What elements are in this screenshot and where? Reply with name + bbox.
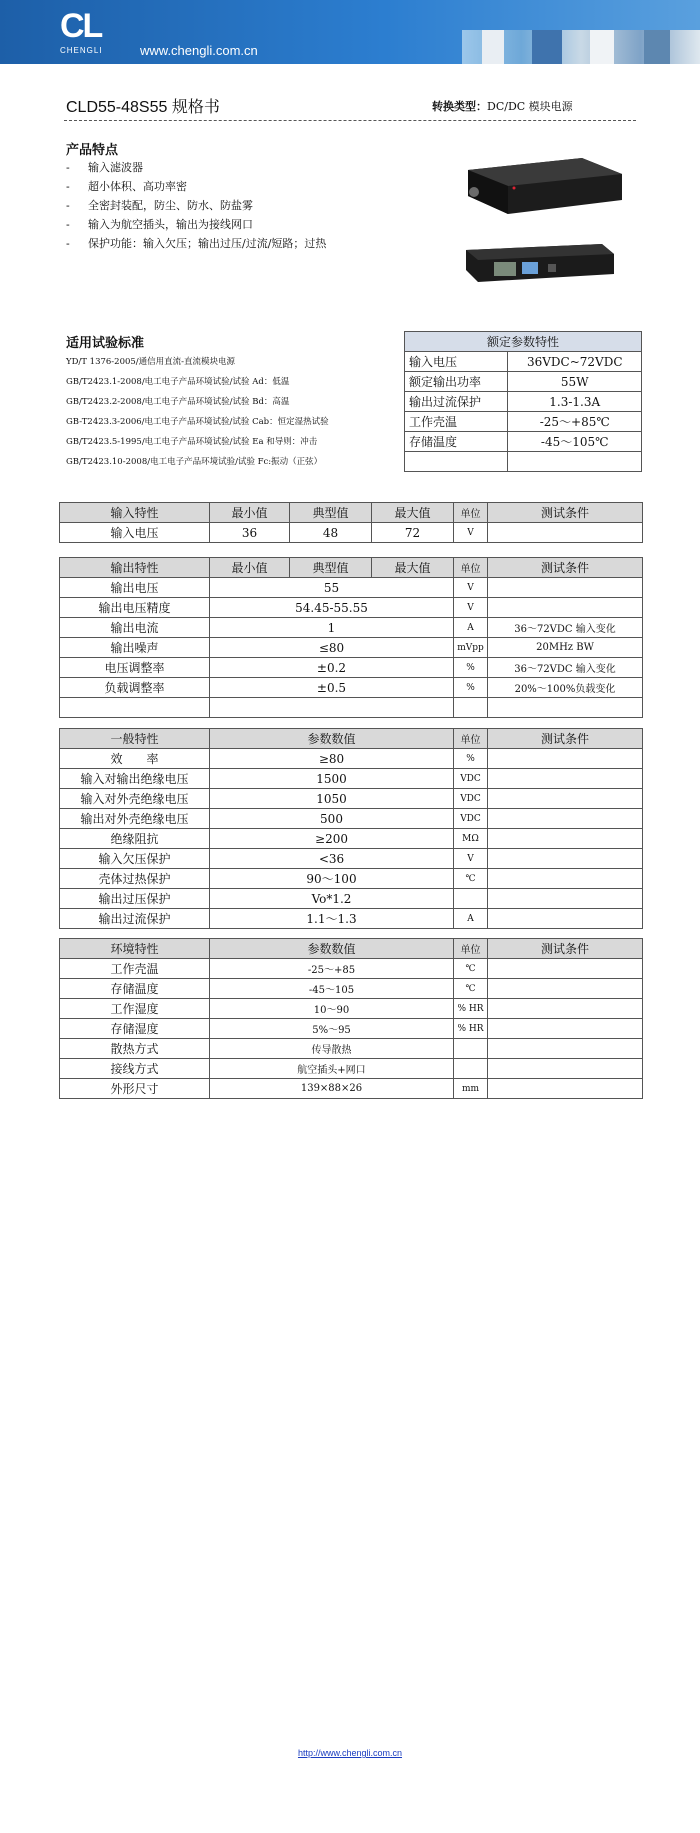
test-condition bbox=[488, 598, 643, 618]
unit bbox=[454, 698, 488, 718]
conversion-type-value: DC/DC 模块电源 bbox=[487, 100, 573, 113]
column-header: 参数数值 bbox=[210, 939, 454, 959]
standard-item: YD/T 1376-2005/通信用直流-直流模块电源 bbox=[66, 357, 236, 367]
unit: V bbox=[454, 849, 488, 869]
table-row bbox=[60, 578, 643, 598]
table-row bbox=[60, 909, 643, 929]
table-row bbox=[405, 392, 642, 412]
param-value bbox=[508, 452, 642, 472]
table-row bbox=[60, 1039, 643, 1059]
table-row bbox=[405, 452, 642, 472]
param-value: 55 bbox=[210, 578, 454, 598]
unit: ℃ bbox=[454, 979, 488, 999]
param-value: ≤80 bbox=[210, 638, 454, 658]
environment-specs-table bbox=[59, 938, 643, 1099]
column-header: 单位 bbox=[454, 939, 488, 959]
param-name: 壳体过热保护 bbox=[60, 869, 210, 889]
unit: % bbox=[454, 749, 488, 769]
column-header: 测试条件 bbox=[488, 503, 643, 523]
param-value: 1.3-1.3A bbox=[508, 392, 642, 412]
column-header: 最大值 bbox=[372, 503, 454, 523]
column-header: 典型值 bbox=[290, 503, 372, 523]
param-value: 55W bbox=[508, 372, 642, 392]
table-row bbox=[60, 1059, 643, 1079]
param-name: 存储湿度 bbox=[60, 1019, 210, 1039]
unit: % HR bbox=[454, 999, 488, 1019]
table-row bbox=[60, 618, 643, 638]
param-name: 输入电压 bbox=[405, 352, 508, 372]
unit: A bbox=[454, 909, 488, 929]
product-photo bbox=[452, 148, 628, 288]
param-value: <36 bbox=[210, 849, 454, 869]
table-row bbox=[60, 769, 643, 789]
param-value: Vo*1.2 bbox=[210, 889, 454, 909]
table-row bbox=[60, 959, 643, 979]
logo-name: CHENGLI bbox=[60, 46, 103, 55]
param-name: 工作壳温 bbox=[60, 959, 210, 979]
column-header: 单位 bbox=[454, 729, 488, 749]
header-site-url[interactable]: www.chengli.com.cn bbox=[140, 43, 258, 58]
column-header: 环境特性 bbox=[60, 939, 210, 959]
param-name: 输出过流保护 bbox=[60, 909, 210, 929]
column-header: 最小值 bbox=[210, 558, 290, 578]
test-condition bbox=[488, 1079, 643, 1099]
unit: VDC bbox=[454, 789, 488, 809]
table-row bbox=[60, 789, 643, 809]
param-name: 输出电压精度 bbox=[60, 598, 210, 618]
column-header: 测试条件 bbox=[488, 558, 643, 578]
column-header: 输入特性 bbox=[60, 503, 210, 523]
table-row bbox=[60, 889, 643, 909]
unit: V bbox=[454, 523, 488, 543]
unit: A bbox=[454, 618, 488, 638]
table-row bbox=[60, 809, 643, 829]
unit bbox=[454, 1059, 488, 1079]
title-divider bbox=[64, 120, 636, 121]
standard-item: GB/T2423.5-1995/电工电子产品环境试验/试验 Ea 和导则：冲击 bbox=[66, 437, 318, 447]
param-name bbox=[405, 452, 508, 472]
param-name: 输出噪声 bbox=[60, 638, 210, 658]
unit: MΩ bbox=[454, 829, 488, 849]
param-value: -25～+85℃ bbox=[508, 412, 642, 432]
param-name: 散热方式 bbox=[60, 1039, 210, 1059]
document-title: CLD55-48S55 规格书 bbox=[66, 99, 220, 116]
param-name: 外形尺寸 bbox=[60, 1079, 210, 1099]
param-name: 存储温度 bbox=[405, 432, 508, 452]
column-header: 典型值 bbox=[290, 558, 372, 578]
table-row bbox=[60, 999, 643, 1019]
test-condition bbox=[488, 698, 643, 718]
logo-mark: CL bbox=[60, 7, 102, 45]
test-condition: 36～72VDC 输入变化 bbox=[488, 618, 643, 638]
feature-item: - 全密封装配，防尘、防水、防盐雾 bbox=[66, 199, 253, 212]
param-value: 航空插头+网口 bbox=[210, 1059, 454, 1079]
param-value: 5%～95 bbox=[210, 1019, 454, 1039]
test-condition bbox=[488, 1019, 643, 1039]
param-name: 输出电流 bbox=[60, 618, 210, 638]
test-condition: 20%～100%负载变化 bbox=[488, 678, 643, 698]
unit: % bbox=[454, 658, 488, 678]
test-condition bbox=[488, 999, 643, 1019]
table-row bbox=[60, 658, 643, 678]
param-value: -45～105 bbox=[210, 979, 454, 999]
max-value: 72 bbox=[372, 523, 454, 543]
table-row bbox=[405, 372, 642, 392]
unit bbox=[454, 889, 488, 909]
param-name: 输出过压保护 bbox=[60, 889, 210, 909]
table-row bbox=[405, 352, 642, 372]
unit: % HR bbox=[454, 1019, 488, 1039]
unit: mm bbox=[454, 1079, 488, 1099]
standard-item: GB/T2423.10-2008/电工电子产品环境试验/试验 Fc:振动（正弦） bbox=[66, 457, 323, 467]
test-condition bbox=[488, 523, 643, 543]
table-row bbox=[60, 1019, 643, 1039]
param-name: 工作壳温 bbox=[405, 412, 508, 432]
standard-item: GB-T2423.3-2006/电工电子产品环境试验/试验 Cab：恒定湿热试验 bbox=[66, 417, 329, 427]
column-header: 测试条件 bbox=[488, 729, 643, 749]
table-row bbox=[60, 523, 643, 543]
column-header: 最大值 bbox=[372, 558, 454, 578]
param-value: 1050 bbox=[210, 789, 454, 809]
param-name: 接线方式 bbox=[60, 1059, 210, 1079]
rated-params-heading: 额定参数特性 bbox=[405, 332, 642, 352]
test-condition bbox=[488, 1039, 643, 1059]
test-condition bbox=[488, 869, 643, 889]
features-heading: 产品特点 bbox=[66, 142, 119, 157]
output-specs-table bbox=[59, 557, 643, 718]
unit: VDC bbox=[454, 809, 488, 829]
table-row bbox=[60, 698, 643, 718]
typical-value: 48 bbox=[290, 523, 372, 543]
column-header: 参数数值 bbox=[210, 729, 454, 749]
test-condition bbox=[488, 829, 643, 849]
param-value: 1.1～1.3 bbox=[210, 909, 454, 929]
unit bbox=[454, 1039, 488, 1059]
footer-link[interactable]: http://www.chengli.com.cn bbox=[297, 1748, 403, 1758]
test-condition bbox=[488, 849, 643, 869]
table-row bbox=[60, 869, 643, 889]
unit: mVpp bbox=[454, 638, 488, 658]
features-list bbox=[66, 158, 326, 253]
test-condition bbox=[488, 809, 643, 829]
param-name: 负载调整率 bbox=[60, 678, 210, 698]
param-value: -25～+85 bbox=[210, 959, 454, 979]
param-name: 效 率 bbox=[60, 749, 210, 769]
table-row bbox=[60, 749, 643, 769]
param-value: ≥80 bbox=[210, 749, 454, 769]
header-banner-image bbox=[462, 30, 700, 64]
test-condition: 20MHz BW bbox=[488, 638, 643, 658]
param-value: 139×88×26 bbox=[210, 1079, 454, 1099]
param-name: 绝缘阻抗 bbox=[60, 829, 210, 849]
column-header: 单位 bbox=[454, 503, 488, 523]
param-value: ±0.2 bbox=[210, 658, 454, 678]
test-condition bbox=[488, 889, 643, 909]
table-row bbox=[405, 412, 642, 432]
table-row bbox=[60, 979, 643, 999]
param-value: ≥200 bbox=[210, 829, 454, 849]
param-name: 输出过流保护 bbox=[405, 392, 508, 412]
standards-heading: 适用试验标准 bbox=[66, 335, 145, 350]
conversion-type bbox=[432, 98, 573, 114]
test-condition bbox=[488, 789, 643, 809]
unit: ℃ bbox=[454, 869, 488, 889]
unit: V bbox=[454, 598, 488, 618]
param-value bbox=[210, 698, 454, 718]
feature-item: - 输入为航空插头，输出为接线网口 bbox=[66, 218, 253, 231]
company-logo bbox=[60, 8, 120, 56]
test-condition bbox=[488, 959, 643, 979]
test-condition bbox=[488, 909, 643, 929]
column-header: 最小值 bbox=[210, 503, 290, 523]
conversion-type-label: 转换类型： bbox=[432, 101, 487, 113]
column-header: 一般特性 bbox=[60, 729, 210, 749]
column-header: 输出特性 bbox=[60, 558, 210, 578]
param-name: 输入电压 bbox=[60, 523, 210, 543]
test-condition bbox=[488, 769, 643, 789]
standard-item: GB/T2423.1-2008/电工电子产品环境试验/试验 Ad：低温 bbox=[66, 377, 290, 387]
unit: V bbox=[454, 578, 488, 598]
test-condition bbox=[488, 749, 643, 769]
table-row bbox=[60, 849, 643, 869]
param-name: 输入对输出绝缘电压 bbox=[60, 769, 210, 789]
table-row bbox=[405, 432, 642, 452]
test-condition bbox=[488, 578, 643, 598]
table-row bbox=[60, 598, 643, 618]
param-name: 电压调整率 bbox=[60, 658, 210, 678]
param-value: ±0.5 bbox=[210, 678, 454, 698]
test-condition: 36～72VDC 输入变化 bbox=[488, 658, 643, 678]
param-value: 36VDC~72VDC bbox=[508, 352, 642, 372]
param-value: 传导散热 bbox=[210, 1039, 454, 1059]
page-header bbox=[0, 0, 700, 64]
param-value: 54.45-55.55 bbox=[210, 598, 454, 618]
param-name: 额定输出功率 bbox=[405, 372, 508, 392]
param-name: 存储温度 bbox=[60, 979, 210, 999]
unit: % bbox=[454, 678, 488, 698]
general-specs-table bbox=[59, 728, 643, 929]
test-condition bbox=[488, 979, 643, 999]
input-specs-table bbox=[59, 502, 643, 543]
feature-item: - 保护功能：输入欠压；输出过压/过流/短路；过热 bbox=[66, 237, 327, 250]
param-value: 1 bbox=[210, 618, 454, 638]
param-name: 输入欠压保护 bbox=[60, 849, 210, 869]
standard-item: GB/T2423.2-2008/电工电子产品环境试验/试验 Bd：高温 bbox=[66, 397, 290, 407]
param-value: 10～90 bbox=[210, 999, 454, 1019]
feature-item: - 超小体积、高功率密 bbox=[66, 180, 187, 193]
unit: VDC bbox=[454, 769, 488, 789]
param-value: 1500 bbox=[210, 769, 454, 789]
param-name: 输入对外壳绝缘电压 bbox=[60, 789, 210, 809]
table-row bbox=[60, 678, 643, 698]
param-name: 输出电压 bbox=[60, 578, 210, 598]
min-value: 36 bbox=[210, 523, 290, 543]
param-value: -45～105℃ bbox=[508, 432, 642, 452]
standards-list bbox=[66, 352, 329, 472]
param-value: 90～100 bbox=[210, 869, 454, 889]
param-name: 输出对外壳绝缘电压 bbox=[60, 809, 210, 829]
feature-item: - 输入滤波器 bbox=[66, 161, 143, 174]
rated-params-table bbox=[404, 331, 642, 472]
unit: ℃ bbox=[454, 959, 488, 979]
column-header: 测试条件 bbox=[488, 939, 643, 959]
param-value: 500 bbox=[210, 809, 454, 829]
column-header: 单位 bbox=[454, 558, 488, 578]
param-name bbox=[60, 698, 210, 718]
table-row bbox=[60, 829, 643, 849]
test-condition bbox=[488, 1059, 643, 1079]
table-row bbox=[60, 638, 643, 658]
table-row bbox=[60, 1079, 643, 1099]
param-name: 工作湿度 bbox=[60, 999, 210, 1019]
